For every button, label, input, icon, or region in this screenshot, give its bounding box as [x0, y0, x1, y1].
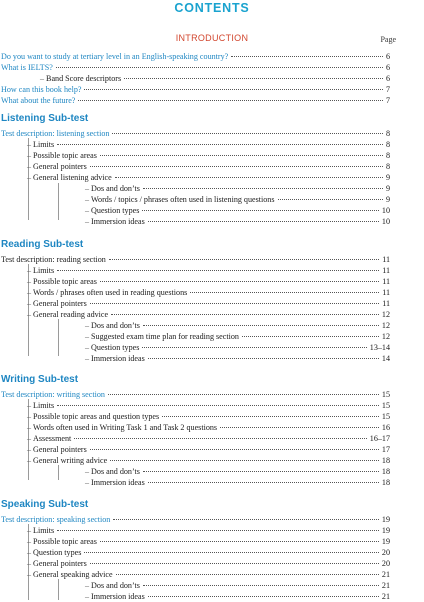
toc-entry-page: 13–14 [369, 343, 390, 352]
toc-entry-page: 18 [381, 478, 390, 487]
toc-entry-page: 16 [381, 423, 390, 432]
toc-entry-label: Immersion ideas [91, 478, 145, 487]
toc-entry-page: 6 [385, 74, 390, 83]
toc-entry-page: 12 [381, 321, 390, 330]
dash-marker: – [85, 195, 90, 204]
dash-marker: – [27, 548, 32, 557]
toc-entry-page: 18 [381, 456, 390, 465]
toc-entry-page: 12 [381, 310, 390, 319]
toc-entry-label: Test description: reading section [1, 255, 106, 264]
toc-entry[interactable] [1, 514, 390, 525]
dot-leader [278, 199, 383, 200]
toc-entry-page: 20 [381, 548, 390, 557]
toc-entry[interactable] [27, 309, 390, 320]
toc-entry-label: What is IELTS? [1, 63, 53, 72]
toc-entry-label: Possible topic areas [33, 277, 97, 286]
toc-entry-label: General pointers [33, 559, 87, 568]
toc-entry-label: Limits [33, 401, 55, 410]
dash-marker: – [27, 423, 32, 432]
toc-entry[interactable] [85, 320, 390, 331]
toc-entry-label: Do you want to study at tertiary level in an English-speaking country? [1, 52, 229, 61]
introduction-heading: INTRODUCTION [175, 33, 249, 43]
dash-marker: – [85, 592, 90, 601]
dash-marker: – [85, 581, 90, 590]
toc-entry-page: 9 [385, 184, 390, 193]
dash-marker: – [27, 151, 32, 160]
toc-entry-label: Limits [33, 266, 55, 275]
dot-leader [57, 270, 379, 271]
toc-entry[interactable] [85, 216, 390, 227]
toc-entry[interactable] [27, 444, 390, 455]
toc-entry-label: Dos and don’ts [91, 467, 140, 476]
toc-entry[interactable] [27, 172, 390, 183]
toc-entry[interactable] [85, 183, 390, 194]
dot-leader [148, 358, 379, 359]
toc-entry-page: 11 [382, 255, 390, 264]
page-column-label: Page [380, 35, 396, 44]
dash-marker: – [27, 537, 32, 546]
dot-leader [90, 563, 379, 564]
dot-leader [100, 541, 379, 542]
toc-entry[interactable] [27, 525, 390, 536]
dash-marker: – [85, 217, 90, 226]
toc-entry-page: 6 [385, 52, 390, 61]
dot-leader [57, 530, 379, 531]
toc-entry-label: Possible topic areas [33, 537, 97, 546]
dot-leader [115, 177, 383, 178]
toc-entry-label: Question types [91, 206, 140, 215]
dot-leader [148, 482, 379, 483]
page-title: CONTENTS [174, 1, 250, 15]
dot-leader [110, 460, 379, 461]
toc-entry-page: 16–17 [369, 434, 390, 443]
toc-entry-page: 18 [381, 467, 390, 476]
dash-marker: – [85, 467, 90, 476]
toc-entry-label: General writing advice [33, 456, 108, 465]
section-heading-listening: Listening Sub-test [1, 113, 89, 124]
toc-entry-page: 9 [385, 195, 390, 204]
dash-marker: – [27, 412, 32, 421]
toc-entry-page: 8 [385, 129, 390, 138]
toc-entry-label: Question types [91, 343, 140, 352]
toc-entry-page: 8 [385, 151, 390, 160]
toc-entry[interactable] [85, 580, 390, 591]
toc-entry[interactable] [85, 342, 390, 353]
toc-entry-label: Dos and don’ts [91, 184, 140, 193]
dash-marker: – [40, 74, 45, 83]
toc-entry-label: Possible topic areas and question types [33, 412, 160, 421]
dash-marker: – [27, 526, 32, 535]
toc-entry[interactable] [85, 331, 390, 342]
toc-entry[interactable] [1, 389, 390, 400]
dot-leader [143, 585, 379, 586]
toc-entry-page: 11 [382, 277, 390, 286]
toc-entry-label: Test description: writing section [1, 390, 105, 399]
dash-marker: – [85, 354, 90, 363]
dash-marker: – [27, 401, 32, 410]
toc-entry-page: 10 [381, 206, 390, 215]
toc-entry[interactable] [85, 205, 390, 216]
dot-leader [90, 449, 379, 450]
toc-entry-label: General reading advice [33, 310, 109, 319]
dot-leader [143, 325, 379, 326]
dot-leader [109, 259, 379, 260]
toc-entry[interactable] [1, 128, 390, 139]
toc-entry-page: 11 [382, 266, 390, 275]
dot-leader [143, 188, 383, 189]
toc-entry-page: 14 [381, 354, 390, 363]
dot-leader [142, 210, 379, 211]
toc-entry-label: General pointers [33, 299, 87, 308]
dash-marker: – [27, 445, 32, 454]
dash-marker: – [27, 277, 32, 286]
tree-rule [58, 183, 59, 220]
dot-leader [220, 427, 379, 428]
toc-entry-page: 20 [381, 559, 390, 568]
dot-leader [231, 56, 383, 57]
toc-entry-page: 7 [385, 85, 390, 94]
toc-entry-label: Limits [33, 526, 55, 535]
toc-entry[interactable] [27, 139, 390, 150]
toc-entry[interactable] [1, 51, 390, 62]
dot-leader [148, 596, 379, 597]
toc-entry[interactable] [1, 62, 390, 73]
dash-marker: – [85, 332, 90, 341]
toc-entry[interactable] [27, 422, 390, 433]
toc-entry[interactable] [1, 254, 390, 265]
toc-entry[interactable] [27, 400, 390, 411]
tree-rule [58, 579, 59, 600]
dot-leader [56, 67, 383, 68]
toc-entry-label: General speaking advice [33, 570, 113, 579]
toc-entry[interactable] [85, 477, 390, 488]
toc-entry-label: Immersion ideas [91, 354, 145, 363]
toc-entry-page: 21 [381, 592, 390, 601]
toc-entry[interactable] [27, 547, 390, 558]
toc-entry-page: 21 [381, 570, 390, 579]
dash-marker: – [27, 288, 32, 297]
section-heading-speaking: Speaking Sub-test [1, 499, 89, 510]
dash-marker: – [85, 321, 90, 330]
dash-marker: – [27, 299, 32, 308]
toc-entry-label: Test description: speaking section [1, 515, 111, 524]
dot-leader [108, 394, 379, 395]
toc-entry-page: 19 [381, 526, 390, 535]
toc-entry[interactable] [27, 298, 390, 309]
tree-rule [58, 465, 59, 480]
toc-entry-label: Immersion ideas [91, 217, 145, 226]
dot-leader [57, 144, 383, 145]
section-heading-writing: Writing Sub-test [1, 374, 79, 385]
toc-entry-label: General pointers [33, 162, 87, 171]
toc-entry-page: 11 [382, 299, 390, 308]
dot-leader [90, 166, 383, 167]
toc-entry-label: Words often used in Writing Task 1 and Task 2 questions [33, 423, 218, 432]
toc-entry-label: Suggested exam time plan for reading section [91, 332, 239, 341]
toc-entry[interactable] [85, 591, 390, 602]
toc-entry-label: Test description: listening section [1, 129, 110, 138]
toc-entry-label: General pointers [33, 445, 87, 454]
section-heading-reading: Reading Sub-test [1, 239, 84, 250]
toc-entry[interactable] [27, 455, 390, 466]
dash-marker: – [85, 343, 90, 352]
toc-entry-page: 12 [381, 332, 390, 341]
toc-entry-page: 17 [381, 445, 390, 454]
toc-entry-label: Question types [33, 548, 82, 557]
dot-leader [111, 314, 379, 315]
toc-entry[interactable] [27, 276, 390, 287]
toc-entry[interactable] [85, 353, 390, 364]
dash-marker: – [27, 310, 32, 319]
toc-entry-page: 21 [381, 581, 390, 590]
dot-leader [124, 78, 383, 79]
toc-entry-label: Immersion ideas [91, 592, 145, 601]
dot-leader [142, 347, 366, 348]
dash-marker: – [85, 206, 90, 215]
toc-entry-page: 15 [381, 401, 390, 410]
toc-entry[interactable] [27, 150, 390, 161]
dot-leader [100, 155, 383, 156]
dash-marker: – [85, 184, 90, 193]
toc-entry-page: 7 [385, 96, 390, 105]
dot-leader [143, 471, 379, 472]
dot-leader [242, 336, 379, 337]
dot-leader [84, 89, 382, 90]
toc-entry-page: 8 [385, 162, 390, 171]
dash-marker: – [27, 140, 32, 149]
toc-entry-label: Dos and don’ts [91, 321, 140, 330]
toc-entry[interactable] [85, 194, 390, 205]
toc-entry[interactable] [27, 161, 390, 172]
dot-leader [113, 519, 379, 520]
toc-entry-label: What about the future? [1, 96, 76, 105]
toc-entry[interactable] [27, 536, 390, 547]
tree-rule [58, 319, 59, 356]
toc-entry[interactable] [27, 569, 390, 580]
toc-entry-page: 19 [381, 537, 390, 546]
dot-leader [100, 281, 379, 282]
toc-entry-page: 9 [385, 173, 390, 182]
dot-leader [148, 221, 379, 222]
dash-marker: – [27, 570, 32, 579]
toc-entry-page: 10 [381, 217, 390, 226]
toc-entry[interactable] [40, 73, 390, 84]
toc-entry[interactable] [27, 433, 390, 444]
toc-entry-label: Limits [33, 140, 55, 149]
toc-entry[interactable] [1, 84, 390, 95]
toc-entry-page: 15 [381, 412, 390, 421]
dash-marker: – [27, 266, 32, 275]
dash-marker: – [27, 456, 32, 465]
toc-entry[interactable] [1, 95, 390, 106]
toc-entry-label: Band Score descriptors [46, 74, 122, 83]
dot-leader [116, 574, 379, 575]
toc-entry-label: Words / phrases often used in reading questions [33, 288, 188, 297]
toc-entry-label: Possible topic areas [33, 151, 97, 160]
dash-marker: – [27, 434, 32, 443]
dot-leader [57, 405, 379, 406]
toc-entry[interactable] [27, 558, 390, 569]
dash-marker: – [27, 162, 32, 171]
dot-leader [112, 133, 382, 134]
toc-entry-page: 11 [382, 288, 390, 297]
dash-marker: – [85, 478, 90, 487]
toc-entry-label: Assessment [33, 434, 72, 443]
dash-marker: – [27, 559, 32, 568]
dot-leader [74, 438, 366, 439]
toc-entry-page: 19 [381, 515, 390, 524]
toc-entry-page: 8 [385, 140, 390, 149]
toc-entry-label: Words / topics / phrases often used in listening questions [91, 195, 275, 204]
toc-entry-page: 15 [381, 390, 390, 399]
dot-leader [84, 552, 379, 553]
dash-marker: – [27, 173, 32, 182]
toc-entry-label: How can this book help? [1, 85, 82, 94]
dot-leader [78, 100, 383, 101]
toc-entry-label: General listening advice [33, 173, 112, 182]
toc-entry-label: Dos and don’ts [91, 581, 140, 590]
dot-leader [90, 303, 379, 304]
toc-entry-page: 6 [385, 63, 390, 72]
toc-entry[interactable] [85, 466, 390, 477]
dot-leader [162, 416, 379, 417]
toc-entry[interactable] [27, 265, 390, 276]
dot-leader [190, 292, 379, 293]
toc-entry[interactable] [27, 287, 390, 298]
toc-entry[interactable] [27, 411, 390, 422]
